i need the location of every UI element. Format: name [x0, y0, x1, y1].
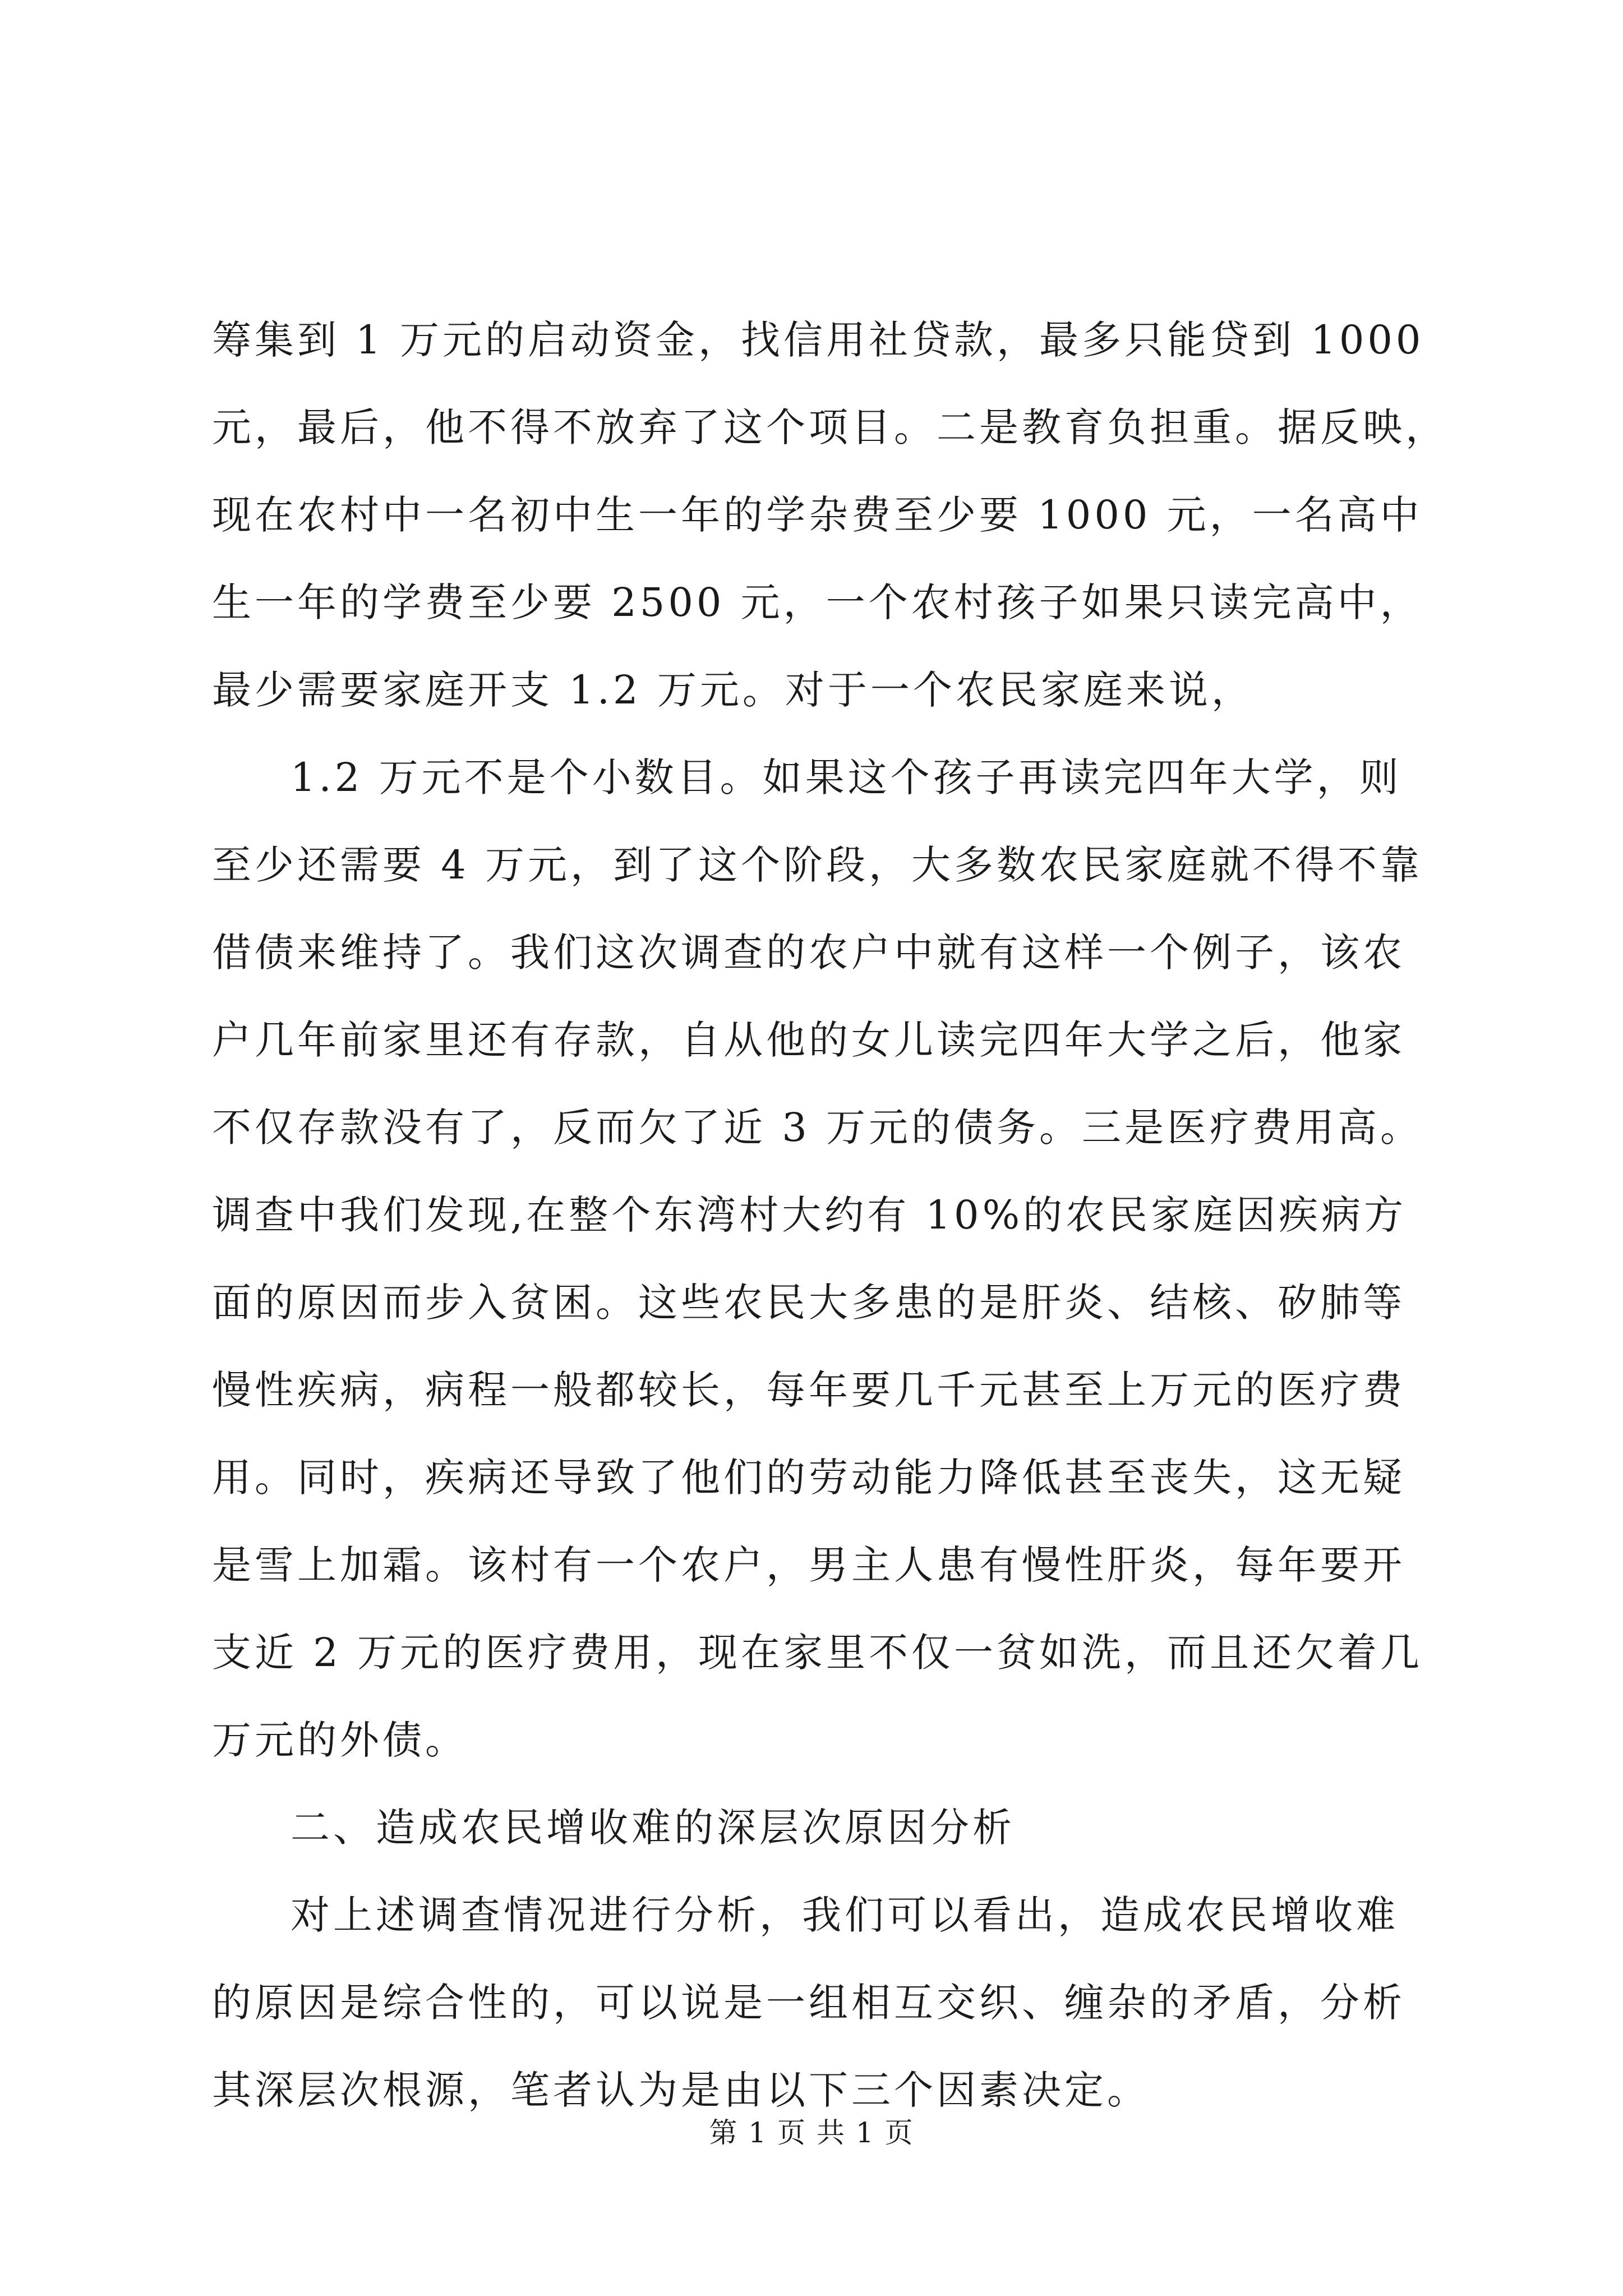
document-body [212, 296, 1448, 2134]
text-line: 生一年的学费至少要 2500 元，一个农村孩子如果只读完高中， [212, 579, 1423, 625]
text-line: 其深层次根源，笔者认为是由以下三个因素决定。 [212, 2067, 1150, 2113]
page-number-footer: 第 1 页 共 1 页 [709, 2116, 914, 2149]
paragraph-first-line: 1.2 万元不是个小数目。如果这个孩子再读完四年大学，则 [291, 754, 1402, 800]
text-line: 支近 2 万元的医疗费用，现在家里不仅一贫如洗，而且还欠着几 [212, 1630, 1423, 1676]
text-line: 万元的外债。 [212, 1717, 468, 1763]
text-line: 不仅存款没有了，反而欠了近 3 万元的债务。三是医疗费用高。 [212, 1105, 1423, 1151]
text-line: 最少需要家庭开支 1.2 万元。对于一个农民家庭来说， [212, 667, 1254, 713]
text-line: 现在农村中一名初中生一年的学杂费至少要 1000 元，一名高中 [212, 492, 1423, 538]
text-line: 面的原因而步入贫困。这些农民大多患的是肝炎、结核、矽肺等 [212, 1280, 1405, 1326]
paragraph-first-line: 对上述调查情况进行分析，我们可以看出，造成农民增收难 [291, 1892, 1399, 1938]
text-line: 是雪上加霜。该村有一个农户，男主人患有慢性肝炎，每年要开 [212, 1542, 1405, 1588]
text-line: 元，最后，他不得不放弃了这个项目。二是教育负担重。据反映， [212, 404, 1448, 450]
text-line: 户几年前家里还有存款，自从他的女儿读完四年大学之后，他家 [212, 1017, 1405, 1063]
text-line: 慢性疾病，病程一般都较长，每年要几千元甚至上万元的医疗费 [212, 1367, 1405, 1413]
text-line: 借债来维持了。我们这次调查的农户中就有这样一个例子，该农 [212, 930, 1405, 976]
text-line: 用。同时，疾病还导致了他们的劳动能力降低甚至丧失，这无疑 [212, 1455, 1405, 1501]
text-line: 调查中我们发现,在整个东湾村大约有 10%的农民家庭因疾病方 [212, 1192, 1407, 1238]
text-line: 筹集到 1 万元的启动资金，找信用社贷款，最多只能贷到 1000 [212, 317, 1424, 363]
text-line: 的原因是综合性的，可以说是一组相互交织、缠杂的矛盾，分析 [212, 1980, 1405, 2026]
text-line: 至少还需要 4 万元，到了这个阶段，大多数农民家庭就不得不靠 [212, 842, 1423, 888]
section-heading: 二、造成农民增收难的深层次原因分析 [291, 1805, 1015, 1851]
